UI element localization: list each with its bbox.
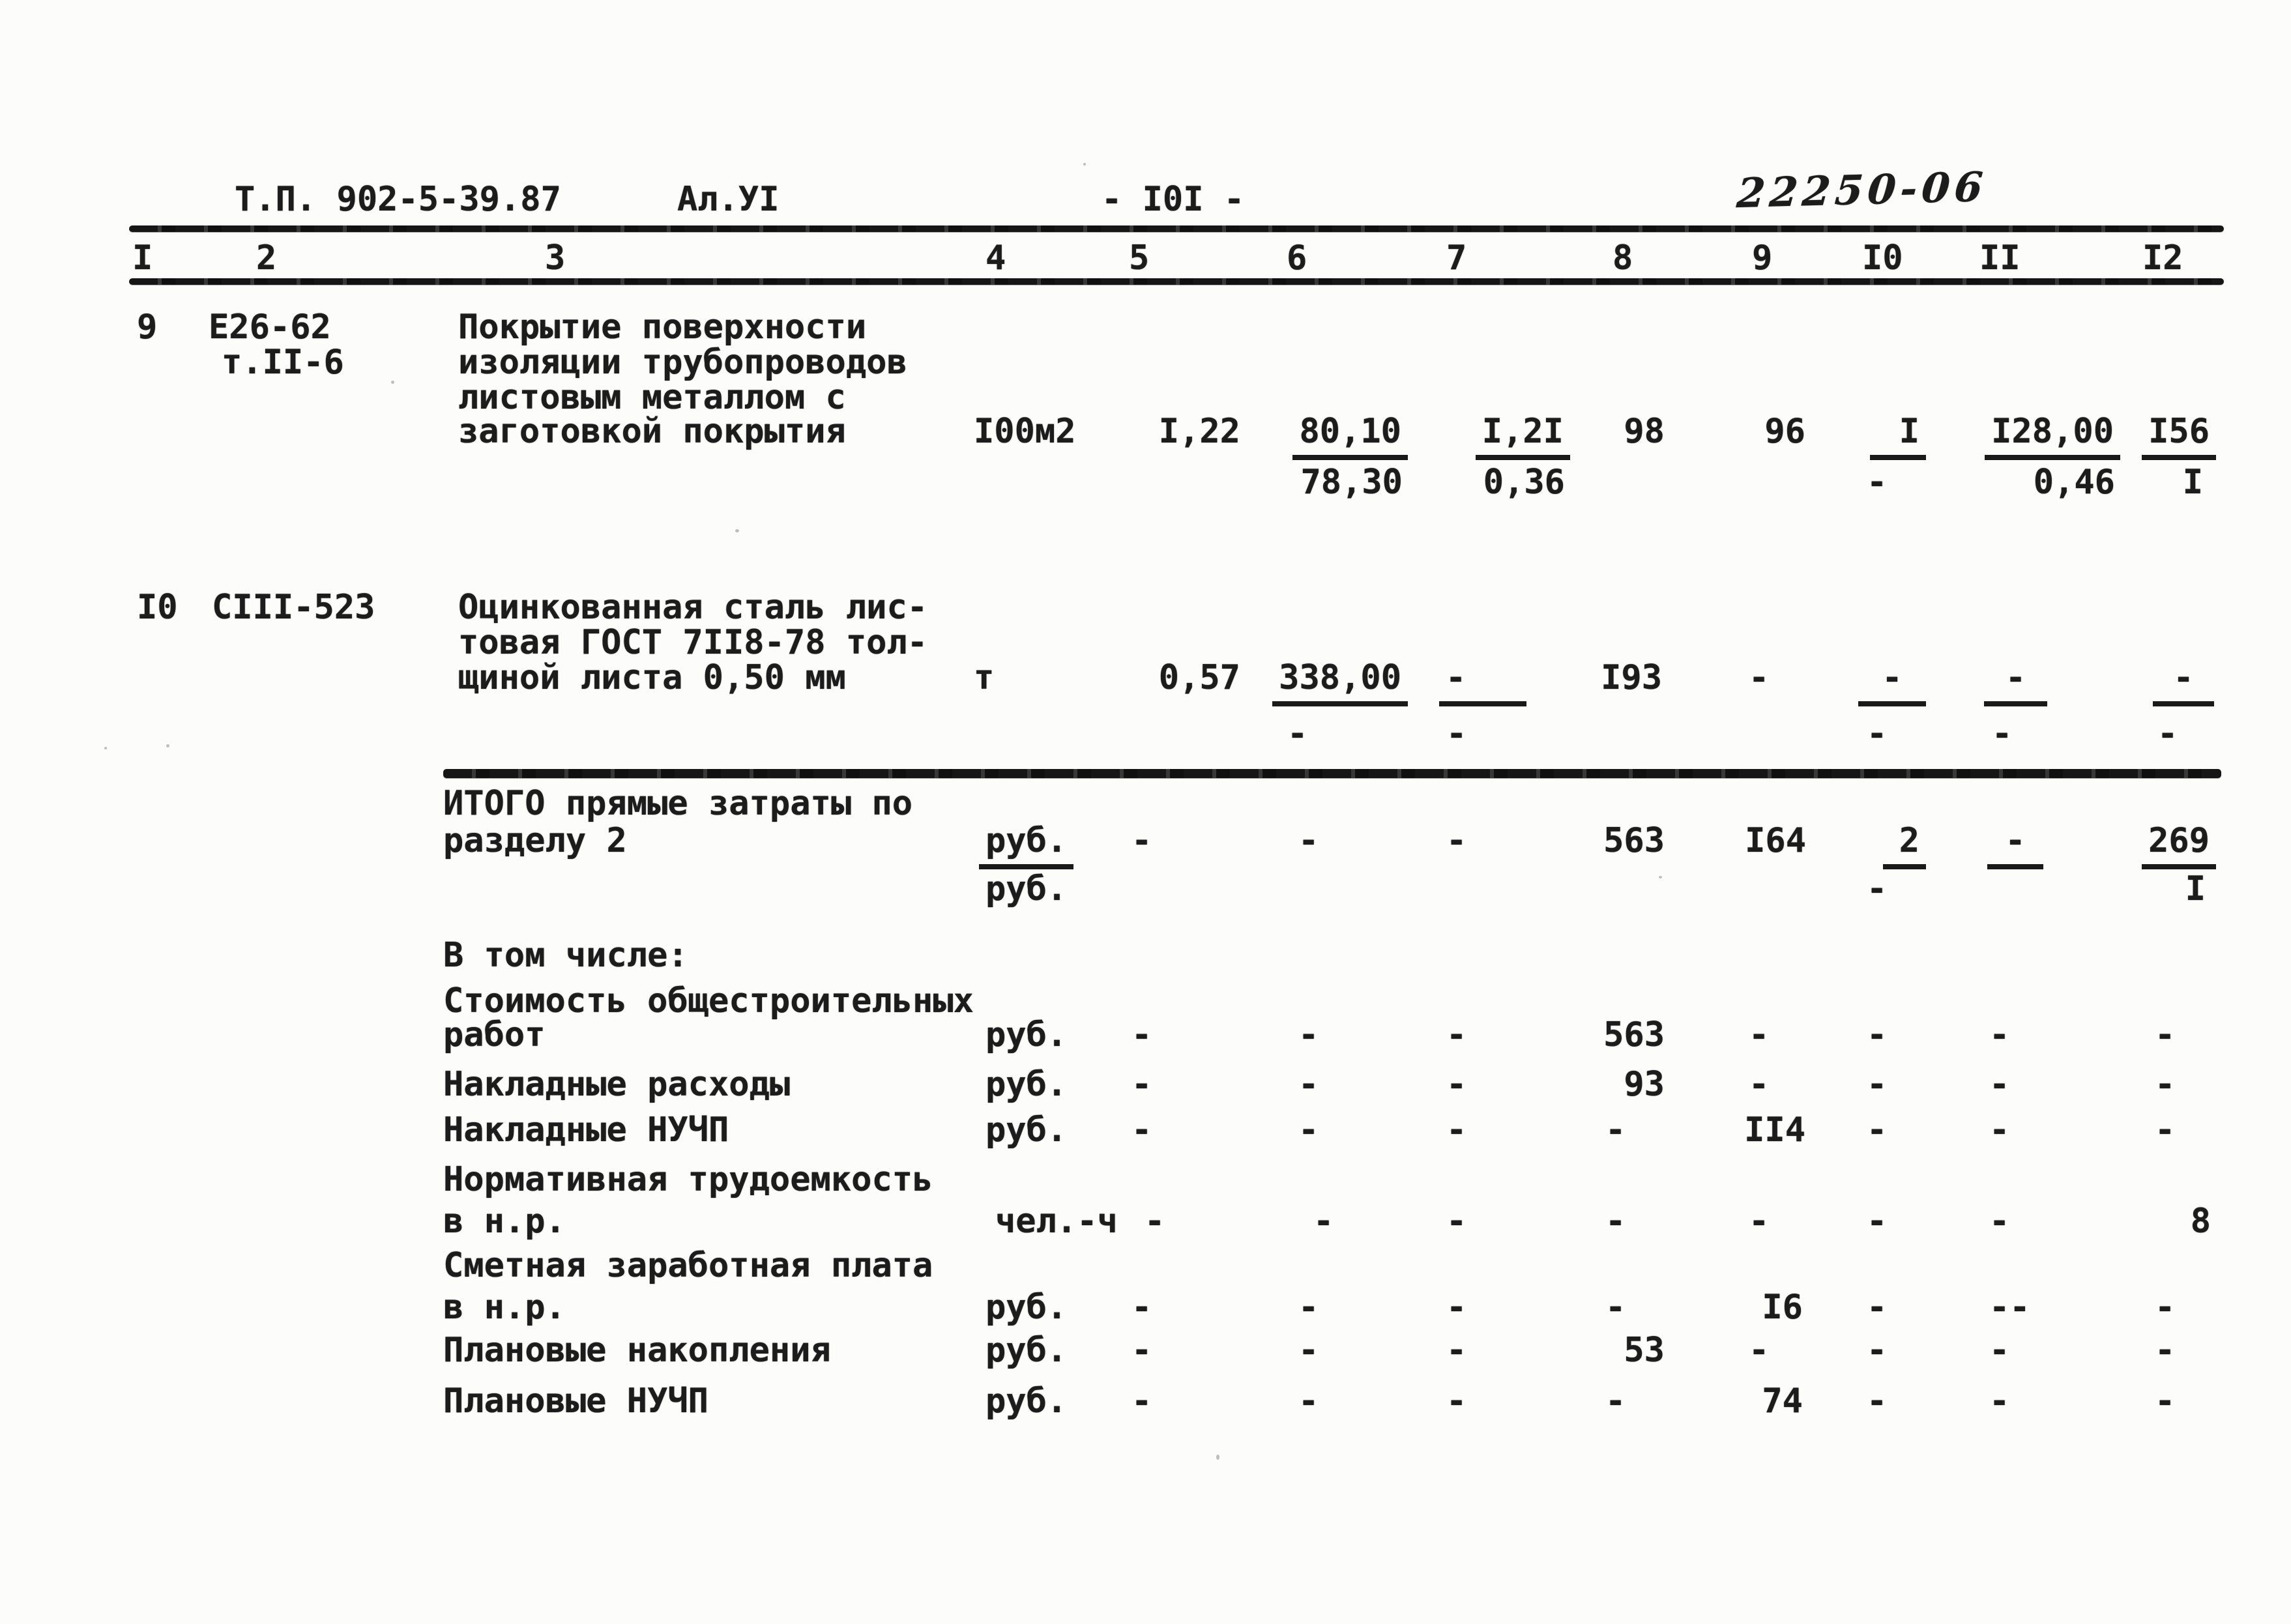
value-cell-col8: -	[1605, 1382, 1626, 1421]
value-cell-col10: -	[1867, 1382, 1888, 1421]
value-cell-col6: -	[1298, 1382, 1319, 1421]
sub-row-label-line: в н.р.	[443, 1202, 566, 1241]
value-cell-col6-lower: -	[1287, 714, 1308, 753]
value-cell-col5: -	[1131, 1015, 1152, 1054]
value-cell-col8: -	[1605, 1110, 1626, 1150]
value-cell-col8: 53	[1624, 1331, 1665, 1370]
value-cell-col12-lower: I	[2185, 869, 2206, 908]
sub-row-label-line: Плановые накопления	[443, 1331, 831, 1370]
value-cell-col11: -	[1984, 660, 2047, 706]
value-cell-col5: -	[1131, 1065, 1152, 1104]
value-cell-col8: 563	[1603, 821, 1665, 860]
table-top-rule	[129, 225, 2224, 232]
quantity-cell: 0,57	[1158, 658, 1240, 697]
unit-cell: чел.-ч	[995, 1202, 1118, 1241]
unit-cell: I00м2	[974, 412, 1076, 451]
value-cell-col5: -	[1131, 821, 1152, 860]
value-cell-col7: -	[1446, 1288, 1467, 1327]
scan-speck	[1216, 1455, 1219, 1460]
scan-speck	[166, 744, 169, 747]
value-cell-col10: I	[1870, 413, 1926, 460]
work-description-line: товая ГОСТ 7II8-78 тол-	[458, 623, 928, 662]
value-cell-col10: -	[1867, 1288, 1888, 1327]
sub-row-label-line: Нормативная трудоемкость	[443, 1160, 933, 1199]
norm-code: Е26-62	[209, 308, 331, 347]
value-cell-col11: -	[1989, 1110, 2010, 1150]
value-cell-col9: -	[1749, 1202, 1770, 1241]
table-header-rule	[129, 278, 2224, 285]
value-cell-col7: -	[1446, 1331, 1467, 1370]
value-cell-col7-lower: 0,36	[1483, 463, 1565, 502]
value-cell-col5: -	[1131, 1288, 1152, 1327]
value-cell-col7: -	[1446, 1202, 1467, 1241]
value-cell-col8: I93	[1601, 658, 1662, 697]
column-header-10: I0	[1862, 239, 1903, 278]
column-header-6: 6	[1287, 239, 1307, 278]
value-cell-col6: 338,00	[1272, 660, 1408, 706]
unit-cell: руб.	[985, 1382, 1068, 1421]
sub-row-label-line: Сметная заработная плата	[443, 1246, 933, 1285]
column-header-12: I2	[2142, 239, 2183, 278]
value-cell-col6: -	[1298, 1288, 1319, 1327]
sub-row-label-line: Стоимость общестроительных	[443, 981, 974, 1021]
row-number: 9	[137, 308, 158, 347]
scan-speck	[735, 529, 739, 532]
value-cell-col11: -	[1989, 1202, 2010, 1241]
norm-code: СIII-523	[212, 588, 375, 627]
work-description-line: Покрытие поверхности	[458, 308, 867, 347]
value-cell-col12-lower: I	[2182, 463, 2203, 502]
page-number: - I0I -	[1102, 180, 1245, 219]
value-cell-col7-lower: -	[1446, 714, 1467, 753]
value-cell-col10-lower: -	[1867, 869, 1888, 908]
value-cell-col7: -	[1439, 660, 1526, 706]
value-cell-col12: -	[2155, 1331, 2176, 1370]
unit-cell: т	[974, 658, 995, 697]
unit-cell: руб.	[985, 1015, 1068, 1054]
value-cell-col9: I64	[1745, 821, 1806, 860]
value-cell-col6: -	[1298, 1331, 1319, 1370]
scan-speck	[1083, 163, 1086, 166]
value-cell-col9: 74	[1762, 1382, 1803, 1421]
column-header-3: 3	[545, 239, 566, 278]
value-cell-col9: -	[1749, 1065, 1770, 1104]
album-reference: Ал.УI	[677, 180, 780, 219]
value-cell-col5: -	[1131, 1331, 1152, 1370]
value-cell-col11-lower: -	[1992, 714, 2013, 753]
value-cell-col6: 80,10	[1292, 413, 1408, 460]
value-cell-col11: --	[1989, 1288, 2030, 1327]
work-description-line: щиной листа 0,50 мм	[458, 658, 846, 697]
totals-label-line: разделу 2	[443, 821, 627, 860]
sub-row-label-line: работ	[443, 1015, 546, 1054]
scan-speck	[1659, 876, 1662, 878]
column-header-2: 2	[256, 239, 277, 278]
value-cell-col5: -	[1131, 1382, 1152, 1421]
unit-cell: руб.	[979, 822, 1073, 869]
value-cell-col8: 98	[1624, 412, 1665, 451]
value-cell-col9: I6	[1762, 1288, 1803, 1327]
value-cell-col6: -	[1298, 1065, 1319, 1104]
value-cell-col9: 96	[1764, 412, 1805, 451]
value-cell-col11: -	[1989, 1382, 2010, 1421]
value-cell-col10: -	[1867, 1015, 1888, 1054]
value-cell-col7: -	[1446, 1065, 1467, 1104]
handwritten-stamp: 22250-06	[1735, 162, 1989, 218]
column-header-4: 4	[985, 239, 1006, 278]
value-cell-col10-lower: -	[1867, 463, 1888, 502]
value-cell-col6: -	[1313, 1202, 1334, 1241]
quantity-cell: I,22	[1158, 412, 1240, 451]
column-header-1: I	[132, 239, 153, 278]
value-cell-col8: -	[1605, 1202, 1626, 1241]
value-cell-col9: II4	[1744, 1110, 1805, 1150]
sub-row-label-line: Плановые НУЧП	[443, 1382, 708, 1421]
value-cell-col12: -	[2153, 660, 2214, 706]
unit-cell: руб.	[985, 1110, 1068, 1150]
value-cell-col11: -	[1989, 1065, 2010, 1104]
value-cell-col10: -	[1858, 660, 1926, 706]
totals-label-line: ИТОГО прямые затраты по	[443, 784, 913, 823]
value-cell-col10: 2	[1883, 822, 1926, 869]
value-cell-col7: I,2I	[1476, 413, 1570, 460]
unit-cell-lower: руб.	[985, 869, 1068, 908]
value-cell-col10: -	[1867, 1110, 1888, 1150]
value-cell-col11: -	[1987, 822, 2043, 869]
value-cell-col9: -	[1749, 1331, 1770, 1370]
work-description-line: листовым металлом с	[458, 378, 846, 417]
scan-speck	[391, 381, 394, 384]
value-cell-col12: -	[2155, 1382, 2176, 1421]
value-cell-col7: -	[1446, 1110, 1467, 1150]
scan-speck	[104, 747, 107, 749]
value-cell-col6: -	[1298, 1015, 1319, 1054]
value-cell-col6: -	[1298, 821, 1319, 860]
value-cell-col8: 563	[1603, 1015, 1665, 1054]
value-cell-col12: I56	[2142, 413, 2216, 460]
value-cell-col11: -	[1989, 1015, 2010, 1054]
value-cell-col5: -	[1145, 1202, 1165, 1241]
norm-code-table: т.II-6	[222, 343, 344, 382]
including-label: В том числе:	[443, 936, 688, 975]
sub-row-label-line: Накладные НУЧП	[443, 1110, 729, 1150]
sub-row-label-line: в н.р.	[443, 1288, 566, 1327]
value-cell-col9: -	[1749, 658, 1770, 697]
value-cell-col12: -	[2155, 1288, 2176, 1327]
value-cell-col12: -	[2155, 1065, 2176, 1104]
value-cell-col11: -	[1989, 1331, 2010, 1370]
unit-cell: руб.	[985, 1065, 1068, 1104]
column-header-9: 9	[1752, 239, 1773, 278]
value-cell-col12: 269	[2142, 822, 2216, 869]
unit-cell: руб.	[985, 1331, 1068, 1370]
value-cell-col11-lower: 0,46	[2033, 463, 2115, 502]
value-cell-col9: -	[1749, 1015, 1770, 1054]
value-cell-col12: -	[2155, 1015, 2176, 1054]
value-cell-col8: -	[1605, 1288, 1626, 1327]
value-cell-col12: -	[2155, 1110, 2176, 1150]
work-description-line: изоляции трубопроводов	[458, 343, 907, 382]
work-description-line: заготовкой покрытия	[458, 412, 846, 451]
value-cell-col12: 8	[2190, 1202, 2211, 1241]
value-cell-col10: -	[1867, 1065, 1888, 1104]
column-header-7: 7	[1446, 239, 1467, 278]
value-cell-col10: -	[1867, 1202, 1888, 1241]
value-cell-col5: -	[1131, 1110, 1152, 1150]
sub-row-label-line: Накладные расходы	[443, 1065, 791, 1104]
value-cell-col7: -	[1446, 1015, 1467, 1054]
document-code: Т.П. 902-5-39.87	[235, 180, 561, 219]
column-header-11: II	[1979, 239, 2021, 278]
work-description-line: Оцинкованная сталь лис-	[458, 588, 928, 627]
value-cell-col10: -	[1867, 1331, 1888, 1370]
value-cell-col11: I28,00	[1985, 413, 2120, 460]
row-number: I0	[137, 588, 178, 627]
section-separator-rule	[443, 769, 2221, 778]
value-cell-col7: -	[1446, 821, 1467, 860]
value-cell-col7: -	[1446, 1382, 1467, 1421]
value-cell-col6-lower: 78,30	[1300, 463, 1403, 502]
unit-cell: руб.	[985, 1288, 1068, 1327]
value-cell-col8: 93	[1624, 1065, 1665, 1104]
value-cell-col12-lower: -	[2157, 714, 2178, 753]
column-header-8: 8	[1612, 239, 1633, 278]
value-cell-col10-lower: -	[1867, 714, 1888, 753]
value-cell-col6: -	[1298, 1110, 1319, 1150]
column-header-5: 5	[1129, 239, 1150, 278]
